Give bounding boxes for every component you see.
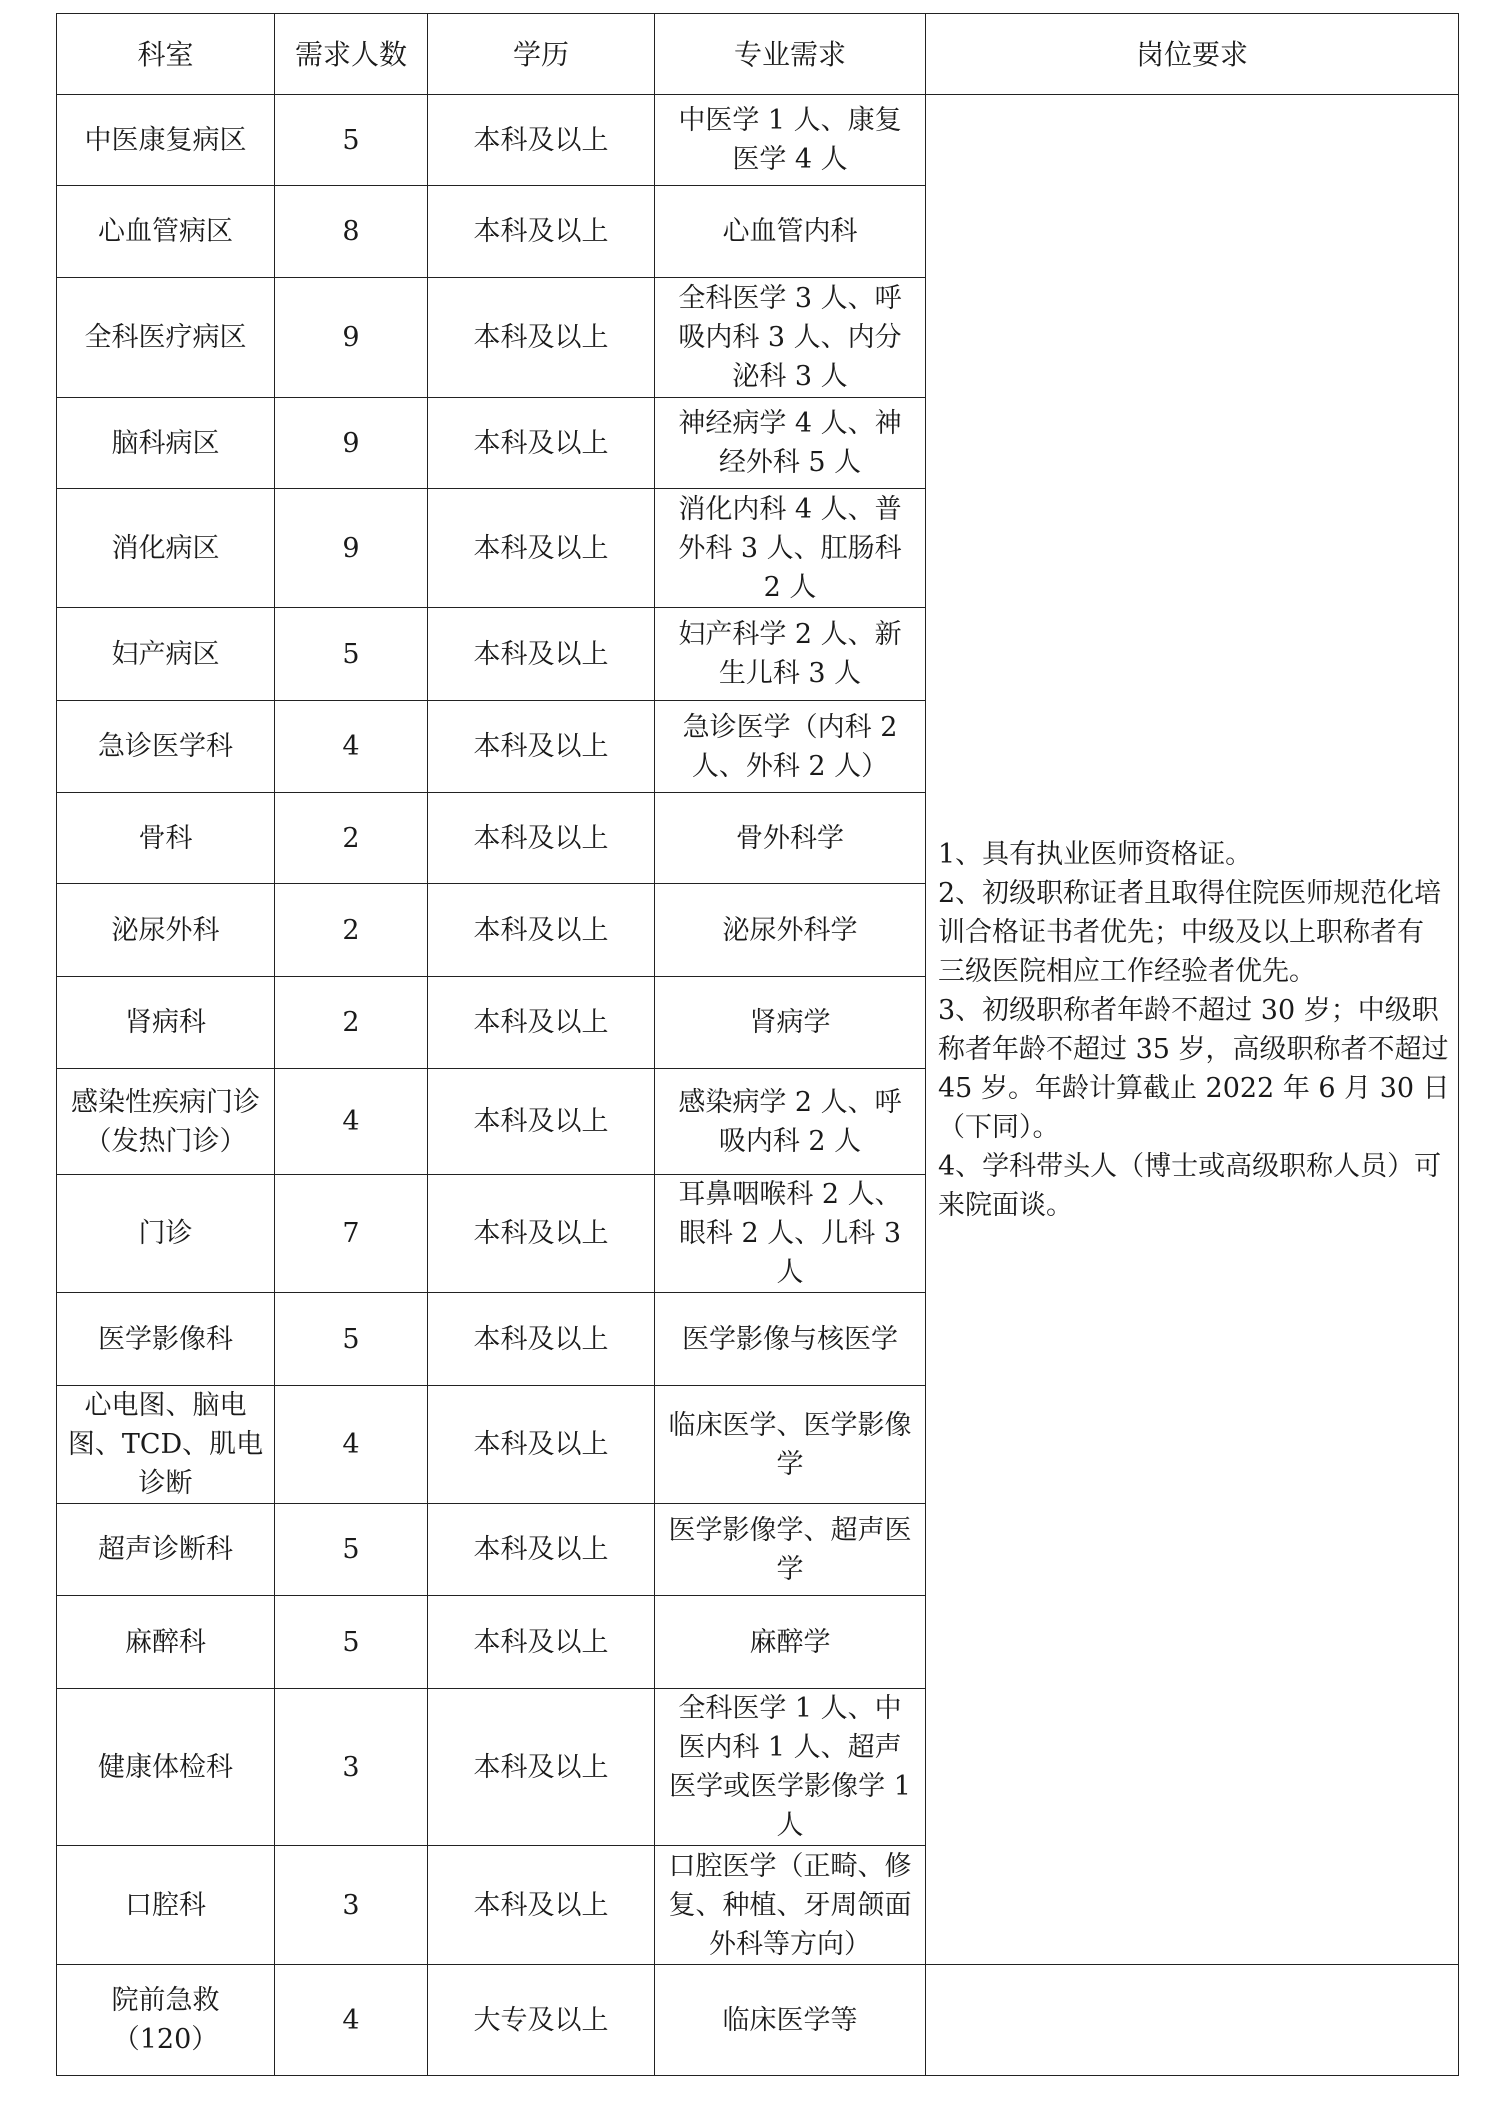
dept-cell: 全科医疗病区: [57, 278, 275, 398]
major-cell: 泌尿外科学: [655, 884, 926, 977]
dept-cell: 口腔科: [57, 1846, 275, 1965]
education-cell: 本科及以上: [428, 1069, 655, 1175]
major-cell: 全科医学 1 人、中医内科 1 人、超声医学或医学影像学 1 人: [655, 1689, 926, 1846]
education-cell: 本科及以上: [428, 398, 655, 489]
requirement-item: 1、具有执业医师资格证。: [938, 838, 1253, 870]
header-row: [57, 14, 1459, 95]
dept-cell: 妇产病区: [57, 608, 275, 701]
major-cell: 口腔医学（正畸、修复、种植、牙周颌面外科等方向）: [655, 1846, 926, 1965]
count-cell: 8: [275, 186, 428, 278]
dept-cell: 消化病区: [57, 489, 275, 608]
count-cell: 4: [275, 1386, 428, 1504]
count-cell: 5: [275, 1596, 428, 1689]
education-cell: 本科及以上: [428, 608, 655, 701]
count-cell: 7: [275, 1175, 428, 1293]
count-cell: 9: [275, 278, 428, 398]
education-cell: 本科及以上: [428, 1846, 655, 1965]
count-cell: 4: [275, 1965, 428, 2076]
count-cell: 5: [275, 1293, 428, 1386]
education-cell: 本科及以上: [428, 701, 655, 793]
major-cell: 耳鼻咽喉科 2 人、眼科 2 人、儿科 3 人: [655, 1175, 926, 1293]
education-cell: 本科及以上: [428, 1386, 655, 1504]
education-cell: 本科及以上: [428, 793, 655, 884]
header-count: 需求人数: [275, 14, 428, 95]
requirements-cell: [926, 95, 1459, 1965]
major-cell: 麻醉学: [655, 1596, 926, 1689]
education-cell: 本科及以上: [428, 1293, 655, 1386]
table-row: [57, 95, 1459, 186]
major-cell: 全科医学 3 人、呼吸内科 3 人、内分泌科 3 人: [655, 278, 926, 398]
count-cell: 5: [275, 608, 428, 701]
major-cell: 肾病学: [655, 977, 926, 1069]
count-cell: 9: [275, 489, 428, 608]
dept-cell: 肾病科: [57, 977, 275, 1069]
dept-cell: 麻醉科: [57, 1596, 275, 1689]
last-row-requirements-cell: [926, 1965, 1459, 2076]
major-cell: 骨外科学: [655, 793, 926, 884]
header-major: 专业需求: [655, 14, 926, 95]
major-cell: 医学影像与核医学: [655, 1293, 926, 1386]
requirement-item: 2、初级职称证者且取得住院医师规范化培训合格证书者优先；中级及以上职称者有三级医院相应工作经验者优先。: [938, 877, 1442, 987]
dept-cell: 门诊: [57, 1175, 275, 1293]
education-cell: 本科及以上: [428, 884, 655, 977]
education-cell: 大专及以上: [428, 1965, 655, 2076]
recruitment-table: [56, 13, 1459, 2076]
dept-cell: 泌尿外科: [57, 884, 275, 977]
count-cell: 9: [275, 398, 428, 489]
dept-cell: 医学影像科: [57, 1293, 275, 1386]
dept-cell: 中医康复病区: [57, 95, 275, 186]
major-cell: 急诊医学（内科 2 人、外科 2 人）: [655, 701, 926, 793]
education-cell: 本科及以上: [428, 489, 655, 608]
count-cell: 5: [275, 1504, 428, 1596]
dept-cell: 心电图、脑电图、TCD、肌电诊断: [57, 1386, 275, 1504]
count-cell: 2: [275, 793, 428, 884]
dept-cell: 感染性疾病门诊（发热门诊）: [57, 1069, 275, 1175]
requirement-item: 3、初级职称者年龄不超过 30 岁；中级职称者年龄不超过 35 岁，高级职称者不超过 45 岁。年龄计算截止 2022 年 6 月 30 日（下同）。: [938, 994, 1450, 1143]
major-cell: 神经病学 4 人、神经外科 5 人: [655, 398, 926, 489]
dept-cell: 脑科病区: [57, 398, 275, 489]
education-cell: 本科及以上: [428, 186, 655, 278]
major-cell: 妇产科学 2 人、新生儿科 3 人: [655, 608, 926, 701]
major-cell: 心血管内科: [655, 186, 926, 278]
dept-cell: 超声诊断科: [57, 1504, 275, 1596]
dept-cell: 心血管病区: [57, 186, 275, 278]
dept-cell: 院前急救（120）: [57, 1965, 275, 2076]
header-education: 学历: [428, 14, 655, 95]
major-cell: 感染病学 2 人、呼吸内科 2 人: [655, 1069, 926, 1175]
requirement-item: 4、学科带头人（博士或高级职称人员）可来院面谈。: [938, 1150, 1442, 1221]
count-cell: 5: [275, 95, 428, 186]
count-cell: 4: [275, 701, 428, 793]
major-cell: 临床医学、医学影像学: [655, 1386, 926, 1504]
dept-cell: 健康体检科: [57, 1689, 275, 1846]
dept-cell: 骨科: [57, 793, 275, 884]
dept-cell: 急诊医学科: [57, 701, 275, 793]
major-cell: 临床医学等: [655, 1965, 926, 2076]
header-requirements: 岗位要求: [926, 14, 1459, 95]
count-cell: 3: [275, 1846, 428, 1965]
count-cell: 2: [275, 884, 428, 977]
major-cell: 消化内科 4 人、普外科 3 人、肛肠科 2 人: [655, 489, 926, 608]
education-cell: 本科及以上: [428, 1175, 655, 1293]
header-dept: 科室: [57, 14, 275, 95]
education-cell: 本科及以上: [428, 977, 655, 1069]
education-cell: 本科及以上: [428, 1689, 655, 1846]
education-cell: 本科及以上: [428, 278, 655, 398]
education-cell: 本科及以上: [428, 95, 655, 186]
major-cell: 中医学 1 人、康复医学 4 人: [655, 95, 926, 186]
education-cell: 本科及以上: [428, 1504, 655, 1596]
count-cell: 3: [275, 1689, 428, 1846]
count-cell: 4: [275, 1069, 428, 1175]
count-cell: 2: [275, 977, 428, 1069]
education-cell: 本科及以上: [428, 1596, 655, 1689]
table-row: [57, 1965, 1459, 2076]
major-cell: 医学影像学、超声医学: [655, 1504, 926, 1596]
